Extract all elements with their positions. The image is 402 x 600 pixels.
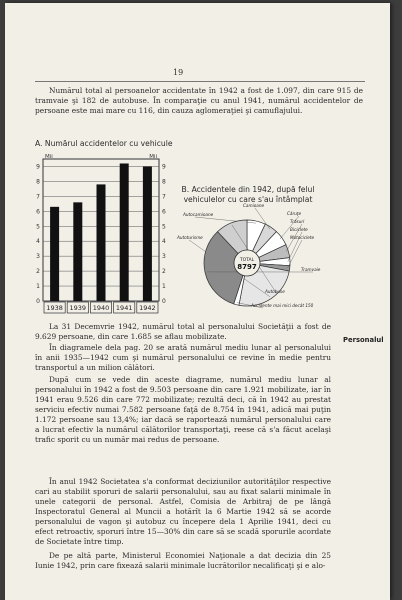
- paragraph-1: La 31 Decemvrie 1942, numărul total al personalului Societăţii a fost de 9.629 persoane, din care 1.685 se aflau mobilizate.: [35, 322, 331, 341]
- chart-a-tick-right: 3: [162, 253, 166, 261]
- chart-b-slice-label: Tramvaie: [301, 267, 321, 272]
- chart-a-tick-right: 0: [162, 298, 166, 305]
- chart-a-bar: [50, 207, 59, 301]
- chart-a-tick-left: 9: [36, 163, 40, 171]
- chart-b-slice-label: Trăsuri: [290, 219, 305, 224]
- chart-a: [27, 151, 177, 319]
- chart-b: [175, 201, 325, 316]
- chart-b-slice-label: Biciclete: [290, 227, 308, 232]
- chart-a-category-label: 1938: [46, 304, 63, 312]
- chart-a-tick-right: 2: [162, 268, 166, 276]
- chart-a-bar: [120, 163, 129, 301]
- paragraph-2: În diagramele dela pag. 20 se arată numărul mediu lunar al personalului în anii 1935—1942 cum şi numărul personalului ce revine în medie pentru transportul a un milion călători.: [35, 343, 331, 372]
- paragraph-3: După cum se vede din aceste diagrame, numărul mediu lunar al personalului în 1942 a fost de 9.503 persoane din care 1.921 mobilizate, iar în 1941 erau 9.526 din care 772 mobilizate; rezultă deci, că în 1942 au prestat serviciu efectiv numai 7.582 persoane faţă de 8.754 în 1941, adică mai puţin 1.172 persoane sau 13,4%; iar dacă se raportează numărul personalului care a lucrat efectiv la numărul călătorilor transportaţi, reese că s'a făcut acelaşi trafic sporit cu un număr mai redus de persoane.: [35, 375, 331, 444]
- chart-a-tick-left: 2: [36, 268, 40, 276]
- chart-b-slice-label: Căruţe: [287, 211, 302, 216]
- chart-a-tick-left: 4: [36, 238, 40, 246]
- chart-b-title: B. Accidentele din 1942, după felul vehiculelor cu care s'au întâmplat: [181, 185, 315, 204]
- chart-b-slice-label: Autocamioane: [183, 212, 214, 217]
- document-page: [5, 3, 390, 600]
- chart-a-tick-left: 3: [36, 253, 40, 261]
- chart-a-tick-right: 6: [162, 208, 166, 216]
- intro-paragraph: Numărul total al persoanelor accidentate în 1942 a fost de 1.097, din care 915 de tramvaie şi 182 de autobuse. În comparaţie cu anul 1941, numărul accidentelor de persoane este mai mare cu 116, din cauza aglomeraţiei şi camuflajului.: [35, 86, 363, 115]
- chart-a-tick-right: 1: [162, 283, 166, 291]
- chart-a-category-label: 1940: [92, 304, 110, 312]
- side-heading: Personalul: [343, 336, 384, 344]
- paragraph-4: În anul 1942 Societatea s'a conformat deciziunilor autorităţilor respective cari au stabilit sporuri de salarii personalului, sau au fixat salarii minimale în unele categorii de personal. Astfel, Comisia de Arbitraj de pe lângă Inspectoratul General al Muncii a hotărît la 6 Martie 1942 să se acorde personalului de vagon şi autobuz cu începere dela 1 Aprilie 1941, deci cu efect retroactiv, sporuri între 15—30% din care să se scadă sporurile acordate de Societate între timp.: [35, 477, 331, 546]
- chart-b-slice-label: Camioane: [243, 203, 265, 208]
- page-number: 19: [173, 68, 184, 77]
- chart-a-tick-right: 7: [162, 193, 166, 201]
- chart-a-title: A. Numărul accidentelor cu vehicule: [35, 139, 173, 148]
- chart-a-category-label: 1942: [139, 304, 156, 312]
- chart-a-tick-left: 8: [36, 178, 40, 186]
- header-rule: [35, 81, 365, 82]
- chart-b-slice-label: Accidente mai mici decât 150: [251, 303, 314, 308]
- chart-a-tick-left: 0: [36, 298, 40, 305]
- paragraph-5: De pe altă parte, Ministerul Economiei Naţionale a dat decizia din 25 Iunie 1942, prin care fixează salarii minimale lucrătorilor necalificaţi şi e alo-: [35, 551, 331, 570]
- chart-a-tick-left: 6: [36, 208, 40, 216]
- chart-a-tick-left: 7: [36, 193, 40, 201]
- chart-a-tick-left: 1: [36, 283, 40, 291]
- chart-b-center-label: TOTAL: [239, 258, 255, 263]
- chart-a-left-axis-label: Mii: [45, 154, 53, 160]
- chart-a-bar: [97, 184, 106, 301]
- chart-a-category-label: 1939: [69, 304, 87, 312]
- chart-b-slice-label: Autoturisme: [177, 235, 203, 240]
- chart-b-leader-line: [288, 240, 302, 268]
- chart-a-bar: [73, 202, 82, 301]
- chart-a-tick-right: 4: [162, 238, 166, 246]
- chart-b-slice-label: Autobuse: [265, 289, 285, 294]
- chart-b-center-value: 8797: [237, 263, 257, 271]
- chart-a-tick-right: 8: [162, 178, 166, 186]
- chart-a-bar: [143, 166, 152, 301]
- chart-a-category-label: 1941: [115, 304, 133, 312]
- chart-b-slice-label: Motociclete: [290, 235, 315, 240]
- chart-a-tick-left: 5: [36, 223, 40, 231]
- chart-a-right-axis-label: Mii: [149, 154, 157, 160]
- chart-a-tick-right: 5: [162, 223, 166, 231]
- chart-a-tick-right: 9: [162, 163, 166, 171]
